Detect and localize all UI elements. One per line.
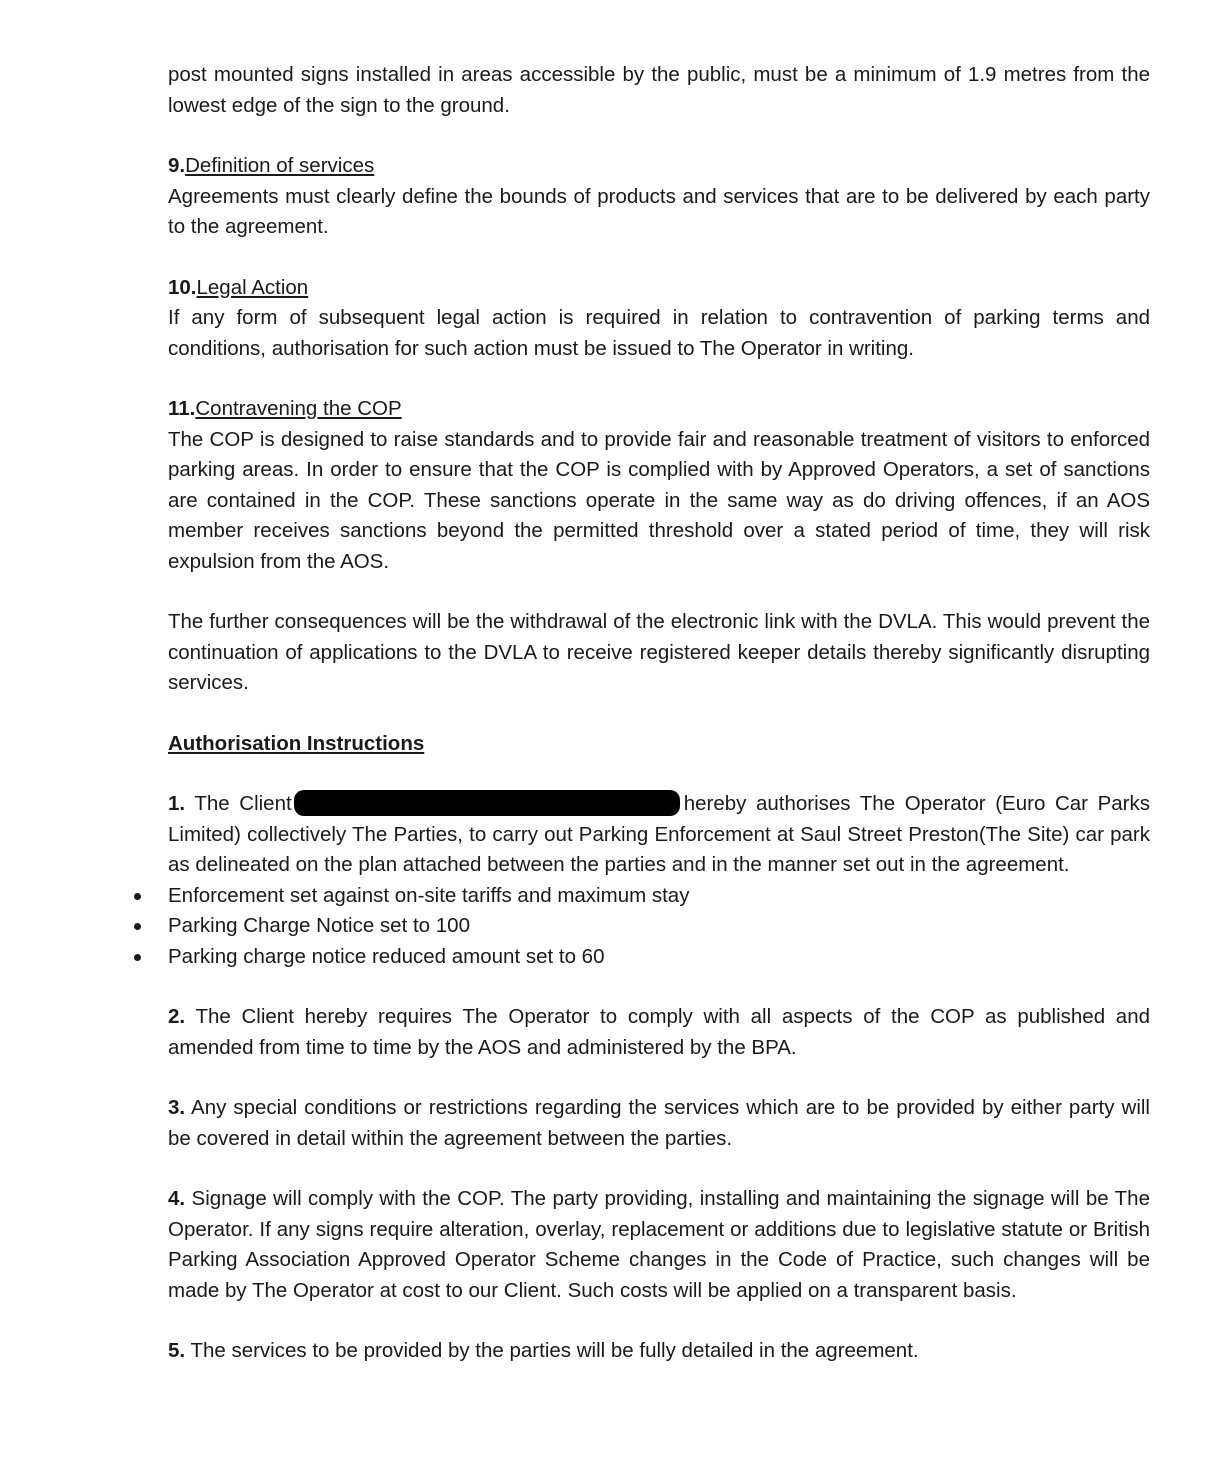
list-item-text: Parking Charge Notice set to 100	[168, 914, 470, 937]
authorisation-title: Authorisation Instructions	[168, 731, 425, 755]
item-number: 3.	[168, 1096, 186, 1119]
section-10	[168, 273, 1150, 365]
list-item-text: Enforcement set against on-site tariffs and maximum stay	[168, 883, 690, 907]
item-number: 4.	[168, 1187, 186, 1210]
section-heading	[168, 151, 1150, 182]
item-text: Signage will comply with the COP. The party providing, installing and maintaining the signage will be The Operator. If any signs require alteration, overlay, replacement or additions due to legislative statute or British Parking Association Approved Operator Scheme changes in the Code of Practice, such changes will be made by The Operator at cost to our Client. Such costs will be applied on a transparent basis.	[168, 1187, 1150, 1302]
section-title: Contravening the COP	[195, 397, 402, 420]
section-title: Legal Action	[196, 275, 309, 299]
section-paragraph-consequences: The further consequences will be the withdrawal of the electronic link with the DVLA. This would prevent the continuation of applications to the DVLA to receive registered keeper details thereby significantly disrupting services.	[168, 610, 1150, 694]
bullet-icon	[134, 954, 141, 961]
item-text: The Client hereby requires The Operator to comply with all aspects of the COP as published and amended from time to time by the AOS and administered by the BPA.	[168, 1005, 1151, 1059]
section-paragraph: Agreements must clearly define the bounds of products and services that are to be delivered by each party to the agreement.	[168, 184, 1150, 238]
section-paragraph: The COP is designed to raise standards and to provide fair and reasonable treatment of visitors to enforced parking areas. In order to ensure that the COP is complied with by Approved Operators, a set of sanctions are contained in the COP. These sanctions operate in the same way as do driving offences, if an AOS member receives sanctions beyond the permitted threshold over a stated period of time, they will risk expulsion from the AOS.	[168, 427, 1150, 573]
item-number: 2.	[168, 1005, 186, 1028]
item-number: 1.	[168, 792, 186, 815]
authorisation-text: hereby authorises The Operator (Euro Car Parks Limited) collectively The Parties, to carry out Parking Enforcement at Saul Street Preston(The Site) car park as delineated on the plan attached between the parties and in the manner set out in the agreement.	[168, 792, 1150, 876]
section-number: 10.	[168, 275, 197, 299]
redaction-bar	[294, 790, 680, 816]
client-label: The Client	[194, 792, 292, 815]
item-number: 5.	[168, 1339, 186, 1362]
item-text: The services to be provided by the parties will be fully detailed in the agreement.	[190, 1339, 919, 1362]
list-item-text: Parking charge notice reduced amount set to 60	[168, 944, 605, 968]
section-9	[168, 151, 1150, 243]
bullet-icon	[134, 893, 141, 900]
list-item	[168, 942, 1150, 973]
authorisation-item-2	[168, 1002, 1150, 1063]
section-title: Definition of services	[185, 154, 375, 177]
authorisation-item-5	[168, 1336, 1150, 1367]
item-text: Any special conditions or restrictions regarding the services which are to be provided by either party will be covered in detail within the agreement between the parties.	[168, 1096, 1150, 1150]
bullet-icon	[134, 923, 141, 930]
list-item	[168, 911, 1150, 942]
section-heading	[168, 273, 1150, 304]
authorisation-item-3	[168, 1093, 1150, 1154]
section-heading	[168, 394, 1150, 425]
section-11	[168, 394, 1150, 577]
document-page	[168, 60, 1150, 1367]
authorisation-item-1	[168, 789, 1150, 881]
section-number: 11.	[168, 397, 196, 420]
section-number: 9.	[168, 154, 186, 177]
authorisation-item-4	[168, 1184, 1150, 1306]
enforcement-bullet-list	[168, 881, 1150, 973]
intro-paragraph: post mounted signs installed in areas accessible by the public, must be a minimum of 1.9 metres from the lowest edge of the sign to the ground.	[168, 63, 1150, 117]
section-paragraph: If any form of subsequent legal action is required in relation to contravention of parking terms and conditions, authorisation for such action must be issued to The Operator in writing.	[168, 306, 1150, 360]
list-item	[168, 881, 1150, 912]
